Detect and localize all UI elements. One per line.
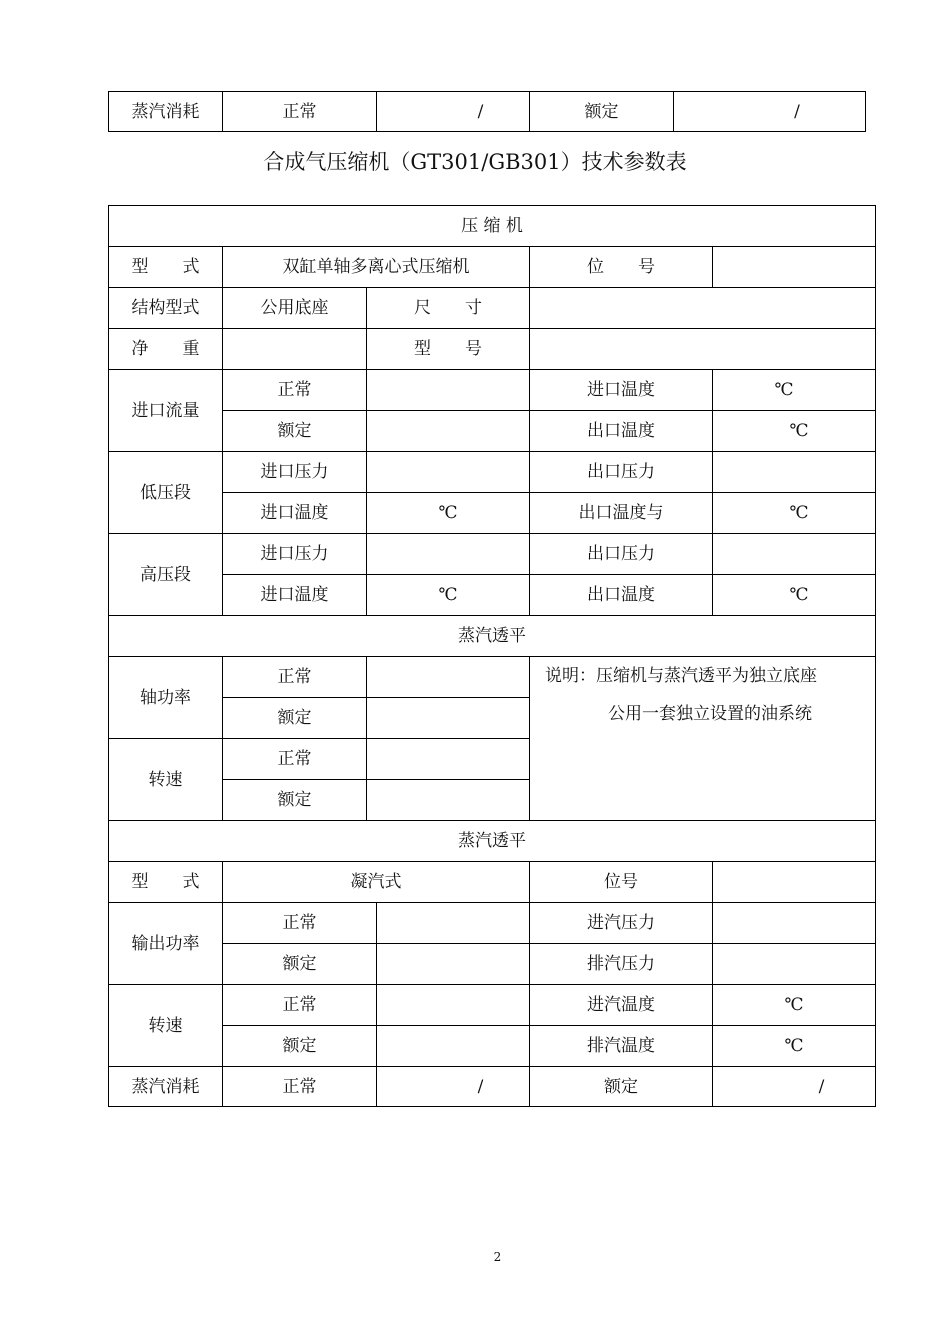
steam-consumption-rated-value: /	[713, 1067, 876, 1107]
inlet-flow-normal-label: 正常	[223, 370, 367, 411]
turbine-type-value: 凝汽式	[223, 862, 530, 903]
low-inlet-temp-label: 进口温度	[223, 493, 367, 534]
size-value	[530, 288, 876, 329]
note-line-1: 说明：压缩机与蒸汽透平为独立底座	[545, 666, 817, 686]
turbine-speed-normal-label: 正常	[223, 985, 377, 1026]
structure-value: 公用底座	[223, 288, 367, 329]
size-label: 尺 寸	[367, 288, 530, 329]
inlet-flow-rated-value	[367, 411, 530, 452]
compressor-section-header: 压 缩 机	[109, 206, 876, 247]
outlet-temp-unit: ℃	[713, 411, 876, 452]
output-power-label: 输出功率	[109, 903, 223, 985]
output-power-rated-label: 额定	[223, 944, 377, 985]
low-outlet-pressure-value	[713, 452, 876, 493]
position-label: 位 号	[530, 247, 713, 288]
high-outlet-pressure-value	[713, 534, 876, 575]
turbine-speed-rated-label: 额定	[223, 1026, 377, 1067]
speed-normal-value	[367, 739, 530, 780]
structure-label: 结构型式	[109, 288, 223, 329]
turbine-position-value	[713, 862, 876, 903]
exhaust-pressure-label: 排汽压力	[530, 944, 713, 985]
rated-label: 额定	[530, 92, 674, 132]
output-power-normal-value	[377, 903, 530, 944]
turbine-speed-label: 转速	[109, 985, 223, 1067]
steam-inlet-pressure-label: 进汽压力	[530, 903, 713, 944]
speed-rated-label: 额定	[223, 780, 367, 821]
high-outlet-temp-unit: ℃	[713, 575, 876, 616]
shaft-power-rated-label: 额定	[223, 698, 367, 739]
turbine-type-label: 型 式	[109, 862, 223, 903]
exhaust-pressure-value	[713, 944, 876, 985]
low-outlet-temp-unit: ℃	[713, 493, 876, 534]
turbine-position-label: 位号	[530, 862, 713, 903]
normal-label: 正常	[223, 92, 377, 132]
weight-label: 净 重	[109, 329, 223, 370]
turbine-speed-rated-value	[377, 1026, 530, 1067]
steam-consumption-label: 蒸汽消耗	[109, 92, 223, 132]
model-label: 型 号	[367, 329, 530, 370]
inlet-temp-unit: ℃	[713, 370, 876, 411]
normal-value: /	[377, 92, 530, 132]
shaft-power-label: 轴功率	[109, 657, 223, 739]
high-inlet-pressure-label: 进口压力	[223, 534, 367, 575]
type-label: 型 式	[109, 247, 223, 288]
steam-inlet-temp-label: 进汽温度	[530, 985, 713, 1026]
type-value: 双缸单轴多离心式压缩机	[223, 247, 530, 288]
shaft-power-normal-value	[367, 657, 530, 698]
output-power-normal-label: 正常	[223, 903, 377, 944]
turbine-section-header: 蒸汽透平	[109, 616, 876, 657]
high-stage-label: 高压段	[109, 534, 223, 616]
high-inlet-pressure-value	[367, 534, 530, 575]
low-outlet-pressure-label: 出口压力	[530, 452, 713, 493]
high-inlet-temp-unit: ℃	[367, 575, 530, 616]
table-title: 合成气压缩机（GT301/GB301）技术参数表	[263, 150, 687, 174]
model-value	[530, 329, 876, 370]
rated-value: /	[674, 92, 866, 132]
turbine2-section-header: 蒸汽透平	[109, 821, 876, 862]
inlet-flow-label: 进口流量	[109, 370, 223, 452]
speed-label: 转速	[109, 739, 223, 821]
low-outlet-temp-label: 出口温度与	[530, 493, 713, 534]
low-inlet-temp-unit: ℃	[367, 493, 530, 534]
turbine-speed-normal-value	[377, 985, 530, 1026]
inlet-temp-label: 进口温度	[530, 370, 713, 411]
steam-consumption-label: 蒸汽消耗	[109, 1067, 223, 1107]
speed-normal-label: 正常	[223, 739, 367, 780]
note-line-2: 公用一套独立设置的油系统	[608, 704, 812, 724]
high-outlet-temp-label: 出口温度	[530, 575, 713, 616]
steam-inlet-pressure-value	[713, 903, 876, 944]
compressor-parameter-table	[108, 205, 876, 1107]
low-stage-label: 低压段	[109, 452, 223, 534]
high-outlet-pressure-label: 出口压力	[530, 534, 713, 575]
weight-value	[223, 329, 367, 370]
steam-consumption-rated-label: 额定	[530, 1067, 713, 1107]
page-number: 2	[493, 1250, 502, 1264]
inlet-flow-rated-label: 额定	[223, 411, 367, 452]
inlet-flow-normal-value	[367, 370, 530, 411]
exhaust-temp-unit: ℃	[713, 1026, 876, 1067]
steam-inlet-temp-unit: ℃	[713, 985, 876, 1026]
shaft-power-normal-label: 正常	[223, 657, 367, 698]
outlet-temp-label: 出口温度	[530, 411, 713, 452]
steam-consumption-normal-label: 正常	[223, 1067, 377, 1107]
exhaust-temp-label: 排汽温度	[530, 1026, 713, 1067]
shaft-power-rated-value	[367, 698, 530, 739]
low-inlet-pressure-label: 进口压力	[223, 452, 367, 493]
turbine-note	[530, 657, 876, 821]
output-power-rated-value	[377, 944, 530, 985]
low-inlet-pressure-value	[367, 452, 530, 493]
steam-consumption-normal-value: /	[377, 1067, 530, 1107]
high-inlet-temp-label: 进口温度	[223, 575, 367, 616]
steam-consumption-top-table	[108, 91, 866, 132]
position-value	[713, 247, 876, 288]
speed-rated-value	[367, 780, 530, 821]
